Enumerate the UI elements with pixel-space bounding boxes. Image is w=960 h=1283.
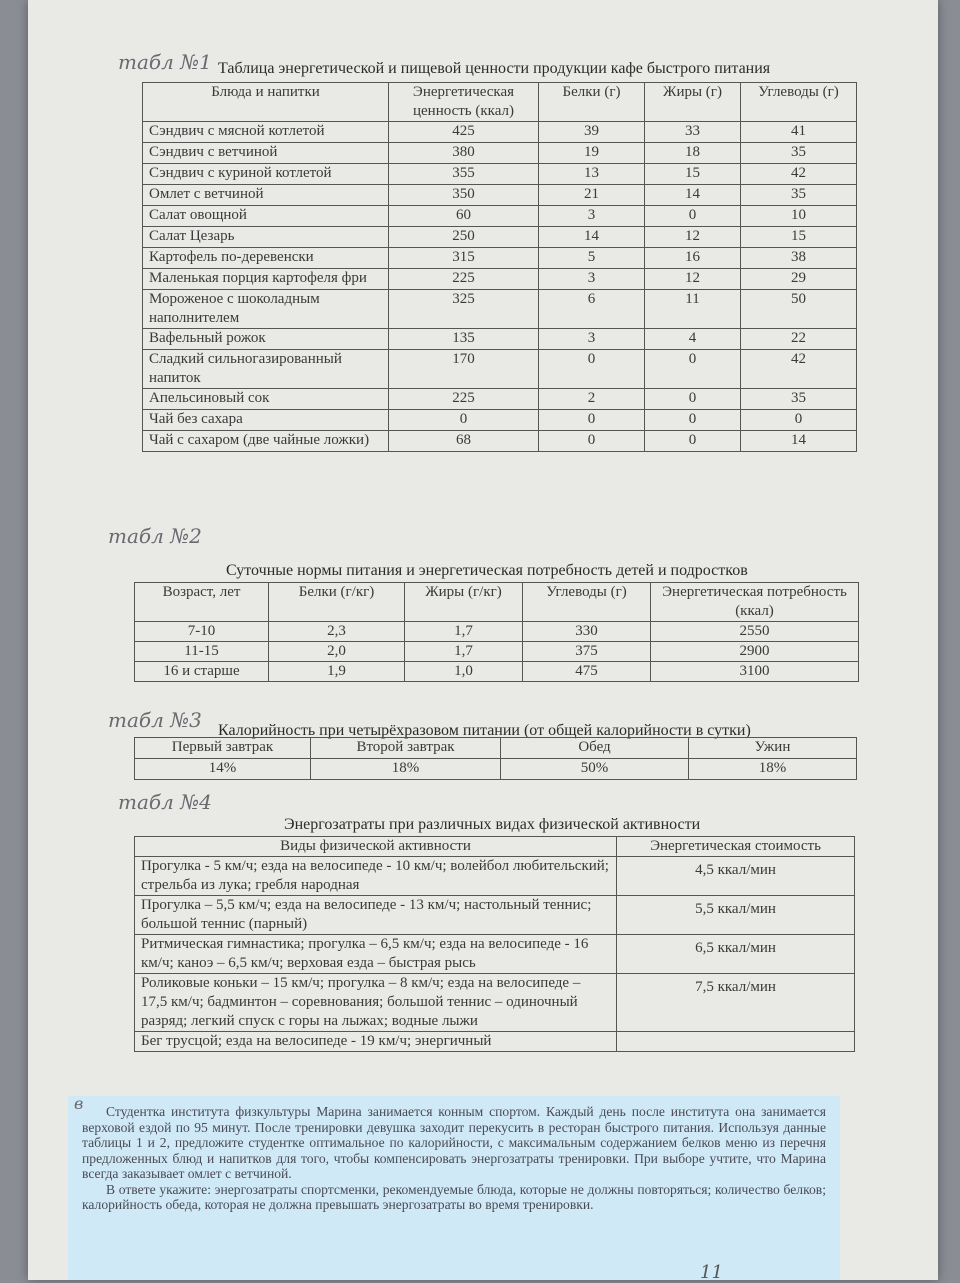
table1-cell: 15 [645, 164, 741, 185]
table1-cell: 11 [645, 290, 741, 329]
table-row [143, 329, 857, 350]
table2-cell: 1,7 [405, 622, 523, 642]
table1-cell: 16 [645, 248, 741, 269]
table4-cell: 5,5 ккал/мин [617, 896, 855, 935]
table1-cell: 35 [741, 143, 857, 164]
table1-cell: 355 [389, 164, 539, 185]
table1-cell: 0 [539, 350, 645, 389]
table1-cell: 39 [539, 122, 645, 143]
table-row [143, 350, 857, 389]
energy-cost-table [134, 836, 855, 1052]
table1-cell: 35 [741, 185, 857, 206]
table2-cell: 7-10 [135, 622, 269, 642]
table-row [143, 290, 857, 329]
table2-cell: 2550 [651, 622, 859, 642]
table2-cell: 2900 [651, 642, 859, 662]
meal-calorie-table [134, 737, 857, 780]
table2-cell: 2,0 [269, 642, 405, 662]
table1-cell: 42 [741, 350, 857, 389]
handwritten-label-2: табл №2 [108, 524, 202, 548]
table-row [143, 248, 857, 269]
table3-header: Первый завтрак [135, 738, 311, 759]
table1-cell: 13 [539, 164, 645, 185]
table1-cell: 4 [645, 329, 741, 350]
table2-title: Суточные нормы питания и энергетическая потребность детей и подростков [226, 562, 748, 579]
table1-cell: 0 [645, 389, 741, 410]
table2-cell: 2,3 [269, 622, 405, 642]
table2-header: Возраст, лет [135, 583, 269, 622]
table1-cell: 22 [741, 329, 857, 350]
table-row [143, 269, 857, 290]
table3-title: Калорийность при четырёхразовом питании (от общей калорийности в сутки) [218, 722, 751, 739]
table1-cell: Апельсиновый сок [143, 389, 389, 410]
table-row [143, 206, 857, 227]
table4-cell: 7,5 ккал/мин [617, 974, 855, 1032]
table1-cell: 0 [645, 431, 741, 452]
table-row [143, 227, 857, 248]
table1-cell: Салат Цезарь [143, 227, 389, 248]
handwritten-label-4: табл №4 [118, 790, 212, 814]
table-row [143, 410, 857, 431]
table-row [143, 389, 857, 410]
table-row [143, 143, 857, 164]
table2-cell: 1,9 [269, 662, 405, 682]
task-paragraph-2: В ответе укажите: энергозатраты спортсменки, рекомендуемые блюда, которые не должны повторяться; количество белков; калорийность обеда, которая не должна превышать энергозатраты во время тренировки. [82, 1181, 826, 1212]
table3-value: 50% [501, 759, 689, 780]
table-row [135, 974, 855, 1032]
handwritten-note-mark: в [74, 1094, 84, 1113]
table1-cell: 0 [645, 410, 741, 431]
table1-title: Таблица энергетической и пищевой ценности продукции кафе быстрого питания [218, 60, 771, 77]
table2-header-row [135, 583, 859, 622]
table2-cell: 16 и старше [135, 662, 269, 682]
table3-header: Ужин [689, 738, 857, 759]
table-row [143, 185, 857, 206]
table3-value: 14% [135, 759, 311, 780]
table1-cell: 19 [539, 143, 645, 164]
table4-cell [617, 1032, 855, 1052]
table1-cell: Маленькая порция картофеля фри [143, 269, 389, 290]
table1-cell: Омлет с ветчиной [143, 185, 389, 206]
table4-title: Энергозатраты при различных видах физической активности [284, 816, 701, 833]
table-row [143, 122, 857, 143]
table2-header: Белки (г/кг) [269, 583, 405, 622]
table1-header-row [143, 83, 857, 122]
table1-cell: 35 [741, 389, 857, 410]
table-row [135, 642, 859, 662]
table2-cell: 375 [523, 642, 651, 662]
table2-cell: 1,0 [405, 662, 523, 682]
table1-cell: Вафельный рожок [143, 329, 389, 350]
table4-cell: Прогулка – 5,5 км/ч; езда на велосипеде - 13 км/ч; настольный теннис; большой теннис (парный) [135, 896, 617, 935]
table2-header: Жиры (г/кг) [405, 583, 523, 622]
table1-header: Жиры (г) [645, 83, 741, 122]
table4-cell: 4,5 ккал/мин [617, 857, 855, 896]
table3-header: Второй завтрак [311, 738, 501, 759]
table-row [135, 896, 855, 935]
table1-cell: Чай без сахара [143, 410, 389, 431]
table2-cell: 1,7 [405, 642, 523, 662]
table1-cell: Сэндвич с куриной котлетой [143, 164, 389, 185]
table1-cell: 170 [389, 350, 539, 389]
table1-cell: 250 [389, 227, 539, 248]
table4-header-row [135, 837, 855, 857]
table1-cell: Сэндвич с мясной котлетой [143, 122, 389, 143]
table1-cell: 0 [539, 431, 645, 452]
table-row [143, 164, 857, 185]
table1-cell: Чай с сахаром (две чайные ложки) [143, 431, 389, 452]
table1-cell: 225 [389, 269, 539, 290]
table-row [135, 935, 855, 974]
table-row [135, 622, 859, 642]
table1-cell: 50 [741, 290, 857, 329]
table1-cell: 0 [539, 410, 645, 431]
table1-cell: 2 [539, 389, 645, 410]
handwritten-label-3: табл №3 [108, 708, 202, 732]
page-number: 11 [700, 1262, 723, 1283]
table1-cell: 135 [389, 329, 539, 350]
table1-cell: Мороженое с шоколадным наполнителем [143, 290, 389, 329]
table-row [135, 857, 855, 896]
table-row [135, 662, 859, 682]
table1-cell: 60 [389, 206, 539, 227]
task-paragraph-1: Студентка института физкультуры Марина занимается конным спортом. Каждый день после института она занимается верховой ездой по 95 минут. После тренировки девушка заходит перекусить в ресторан быстрого питания. Используя данные таблицы 1 и 2, предложите студентке оптимальное по калорийности, с максимальным содержанием белков меню из перечня предложенных блюд и напитков для того, чтобы компенсировать энергозатраты тренировки. При выборе учтите, что Марина всегда заказывает омлет с ветчиной. [82, 1104, 826, 1181]
table1-cell: 0 [645, 350, 741, 389]
table4-header: Виды физической активности [135, 837, 617, 857]
table1-cell: Сладкий сильногазированный напиток [143, 350, 389, 389]
table3-header-row [135, 738, 857, 759]
table3-value: 18% [311, 759, 501, 780]
table1-cell: 3 [539, 269, 645, 290]
table1-cell: 5 [539, 248, 645, 269]
table1-header: Блюда и напитки [143, 83, 389, 122]
table4-cell: Роликовые коньки – 15 км/ч; прогулка – 8 км/ч; езда на велосипеде – 17,5 км/ч; бадминтон – соревнования; большой теннис – одиночный разряд; легкий спуск с горы на лыжах; водные лыжи [135, 974, 617, 1032]
table2-header: Углеводы (г) [523, 583, 651, 622]
table1-cell: Картофель по-деревенски [143, 248, 389, 269]
table1-cell: 12 [645, 269, 741, 290]
table1-cell: 3 [539, 329, 645, 350]
table1-cell: 33 [645, 122, 741, 143]
table1-header: Углеводы (г) [741, 83, 857, 122]
table1-cell: Сэндвич с ветчиной [143, 143, 389, 164]
table-row [143, 431, 857, 452]
table-row [135, 1032, 855, 1052]
task-note [68, 1096, 840, 1280]
table1-cell: 315 [389, 248, 539, 269]
table1-cell: 14 [741, 431, 857, 452]
table1-cell: 0 [389, 410, 539, 431]
table4-cell: 6,5 ккал/мин [617, 935, 855, 974]
table1-header: Белки (г) [539, 83, 645, 122]
daily-norms-table [134, 582, 859, 682]
table1-cell: 21 [539, 185, 645, 206]
table1-cell: 41 [741, 122, 857, 143]
table4-cell: Прогулка - 5 км/ч; езда на велосипеде - 10 км/ч; волейбол любительский; стрельба из лука; гребля народная [135, 857, 617, 896]
table3-header: Обед [501, 738, 689, 759]
table1-cell: 14 [645, 185, 741, 206]
handwritten-label-1: табл №1 [118, 50, 212, 74]
table1-cell: 38 [741, 248, 857, 269]
table1-cell: 15 [741, 227, 857, 248]
table1-cell: 18 [645, 143, 741, 164]
table1-cell: 0 [741, 410, 857, 431]
table3-value-row [135, 759, 857, 780]
table1-cell: 12 [645, 227, 741, 248]
table2-cell: 475 [523, 662, 651, 682]
table1-cell: 29 [741, 269, 857, 290]
table1-cell: 380 [389, 143, 539, 164]
table4-cell: Бег трусцой; езда на велосипеде - 19 км/ч; энергичный [135, 1032, 617, 1052]
table1-cell: 3 [539, 206, 645, 227]
table4-cell: Ритмическая гимнастика; прогулка – 6,5 км/ч; езда на велосипеде - 16 км/ч; каноэ – 6,5 км/ч; верховая езда – быстрая рысь [135, 935, 617, 974]
table2-header: Энергетическая потребность (ккал) [651, 583, 859, 622]
table1-cell: Салат овощной [143, 206, 389, 227]
table1-header: Энергетическая ценность (ккал) [389, 83, 539, 122]
table1-cell: 325 [389, 290, 539, 329]
table2-cell: 330 [523, 622, 651, 642]
table1-cell: 225 [389, 389, 539, 410]
nutrition-table [142, 82, 857, 452]
table1-cell: 350 [389, 185, 539, 206]
table1-cell: 10 [741, 206, 857, 227]
table1-cell: 14 [539, 227, 645, 248]
table1-cell: 0 [645, 206, 741, 227]
table2-cell: 3100 [651, 662, 859, 682]
table1-cell: 6 [539, 290, 645, 329]
table4-header: Энергетическая стоимость [617, 837, 855, 857]
table1-cell: 68 [389, 431, 539, 452]
table1-cell: 425 [389, 122, 539, 143]
table3-value: 18% [689, 759, 857, 780]
table2-cell: 11-15 [135, 642, 269, 662]
table1-cell: 42 [741, 164, 857, 185]
